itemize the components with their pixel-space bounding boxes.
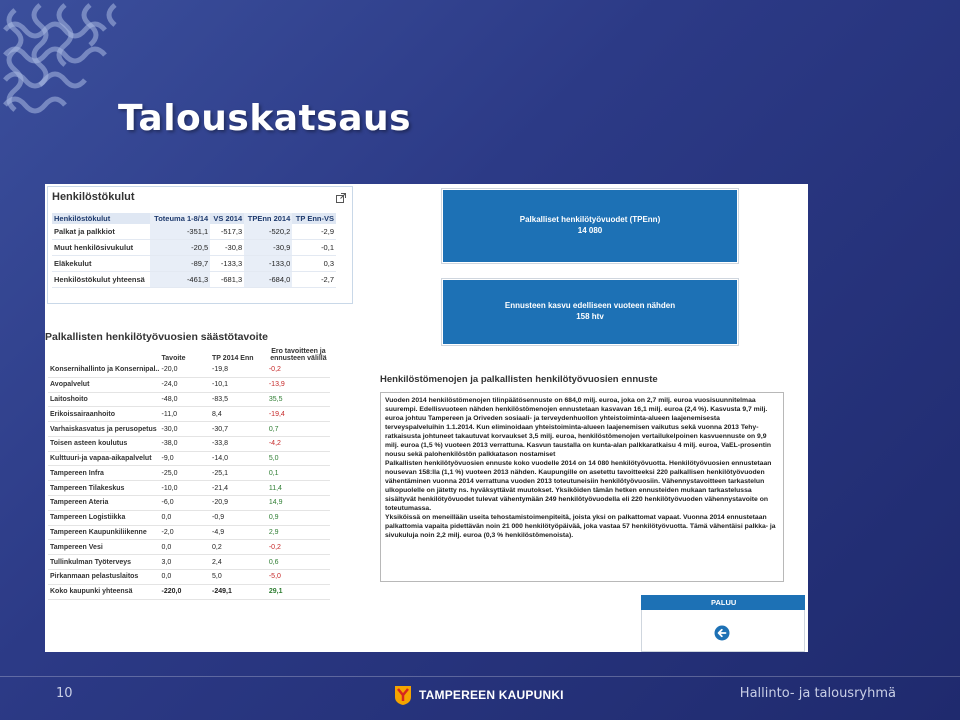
table-cell: -0,2 xyxy=(267,363,330,377)
kpi-label: Palkalliset henkilötyövuodet (TPEnn) xyxy=(519,215,661,225)
table-row xyxy=(48,392,330,407)
table-cell: 0,1 xyxy=(267,466,330,481)
kpi-value: 14 080 xyxy=(577,226,603,235)
table-row xyxy=(48,555,330,570)
row-label: Tampereen Kaupunkiliikenne xyxy=(48,525,160,540)
table-header-row xyxy=(52,213,336,224)
saastotavoite-title: Palkallisten henkilötyövuosien säästötavoite xyxy=(45,331,268,343)
kpi-tile-ennusteen-kasvu[interactable] xyxy=(443,280,737,344)
ennuste-paragraph: Vuoden 2014 henkilöstömenojen tilinpäätösennuste on 684,0 milj. euroa, joka on 2,7 milj. euroa vuosisuunnitelmaa suurempi. Edellisvuoteen nähden henkilöstömenojen ennustetaan kasvavan 16,1 milj. euroa (2,4 %). Kasvusta 9,7 milj. euroa johtuu Tampereen ja Oriveden sosiaali- ja terveydenhuollon yhteistoiminta-alueen laajenemisesta terveyspalveluihin 1.1.2014. Kun eliminoidaan yhteistoiminta-alueen laajenemisen vaikutus sekä vuonna 2013 Tehy-ratkaisusta johtuneet takautuvat korvaukset 3,5 milj. euroa, henkilöstömenojen vertailukelpoinen kasvuennuste on 9,9 milj. euroa (1,5 %) vuoteen 2013 verrattuna. Kasvun taustalla on kunta-alan palkkaratkaisu 4 milj. euroa, VaEL-prosentin nousu sekä palohenkilöstön palkkatason nostamiset xyxy=(385,397,772,459)
table-cell: -351,1 xyxy=(150,224,210,240)
table-cell: -6,0 xyxy=(160,496,211,511)
row-label: Palkat ja palkkiot xyxy=(52,224,150,240)
table-cell: -13,9 xyxy=(267,377,330,392)
table-cell: -133,0 xyxy=(244,256,292,272)
logo-text: TAMPEREEN KAUPUNKI xyxy=(419,688,564,702)
table-header-row xyxy=(48,347,330,363)
kpi-tile-henkilotyovuodet[interactable] xyxy=(443,190,737,262)
table-row xyxy=(48,481,330,496)
table-row xyxy=(48,525,330,540)
row-label: Tampereen Vesi xyxy=(48,540,160,555)
table-cell: -517,3 xyxy=(210,224,244,240)
table-cell: -25,1 xyxy=(210,466,267,481)
table-row xyxy=(48,540,330,555)
row-label: Muut henkilösivukulut xyxy=(52,240,150,256)
table-cell: 0,3 xyxy=(292,256,336,272)
paluu-header: PALUU xyxy=(641,595,805,610)
table-cell: -2,9 xyxy=(292,224,336,240)
ennuste-paragraph: Palkallisten henkilötyövuosien ennuste koko vuodelle 2014 on 14 080 henkilötyövuotta. Henkilötyövuosien ennustetaan nousevan 158:lla (1,1 %) vuoteen 2013 nähden. Kaupungille on asetettu tavoitteeksi 220 palkallisen henkilötyövuoden vähentäminen vuonna 2014 verrattuna vuoden 2013 toteutuneisiin henkilötyövuosiin. Vähennystavoitteen tarkastelun ulkopuolelle on jätetty ns. hyväksyttävät muutokset. Yksiköiden tämän hetken ennusteiden mukaan tarkastelussa sisältyvät henkilötyövuodet tulevat vähentymään 249 henkilötyövuodella eli 220 henkilötyövuoden vähennystavoite on toteutumassa. xyxy=(385,460,772,513)
column-header: TPEnn 2014 xyxy=(244,213,292,224)
table-cell: -681,3 xyxy=(210,272,244,288)
footer-divider xyxy=(0,676,960,677)
table-cell: 0,0 xyxy=(160,569,211,584)
table-cell: -19,4 xyxy=(267,407,330,422)
table-cell: -89,7 xyxy=(150,256,210,272)
table-row xyxy=(48,466,330,481)
table-cell: 5,0 xyxy=(267,451,330,466)
table-cell: -83,5 xyxy=(210,392,267,407)
page-number: 10 xyxy=(56,686,73,701)
column-header: Toteuma 1-8/14 xyxy=(150,213,210,224)
slide-title: Talouskatsaus xyxy=(118,98,412,139)
table-cell: -25,0 xyxy=(160,466,211,481)
row-label: Tampereen Infra xyxy=(48,466,160,481)
henkilostokulut-panel xyxy=(47,186,353,304)
row-label: Tullinkulman Työterveys xyxy=(48,555,160,570)
table-row xyxy=(48,451,330,466)
table-cell: -2,7 xyxy=(292,272,336,288)
table-row xyxy=(52,272,336,288)
row-label: Tampereen Tilakeskus xyxy=(48,481,160,496)
table-cell: -4,9 xyxy=(210,525,267,540)
table-cell: -133,3 xyxy=(210,256,244,272)
table-cell: 29,1 xyxy=(267,584,330,599)
table-cell: -33,8 xyxy=(210,436,267,451)
table-cell: -220,0 xyxy=(160,584,211,599)
table-cell: 0,9 xyxy=(267,510,330,525)
table-cell: -11,0 xyxy=(160,407,211,422)
ennuste-text-box xyxy=(380,392,784,582)
table-cell: -4,2 xyxy=(267,436,330,451)
table-cell: 2,9 xyxy=(267,525,330,540)
tampere-logo xyxy=(393,684,564,706)
table-cell: -20,0 xyxy=(160,363,211,377)
table-cell: -2,0 xyxy=(160,525,211,540)
table-cell: 3,0 xyxy=(160,555,211,570)
table-cell: -20,5 xyxy=(150,240,210,256)
table-cell: -5,0 xyxy=(267,569,330,584)
column-header xyxy=(48,347,160,363)
henkilostokulut-table xyxy=(52,213,336,288)
column-header: Henkilöstökulut xyxy=(52,213,150,224)
kpi-value: 158 htv xyxy=(576,312,604,321)
table-cell: 0,2 xyxy=(210,540,267,555)
external-link-icon[interactable] xyxy=(336,193,346,203)
table-row xyxy=(48,436,330,451)
column-header: TP Enn-VS xyxy=(292,213,336,224)
table-row xyxy=(52,256,336,272)
row-label: Kulttuuri-ja vapaa-aikapalvelut xyxy=(48,451,160,466)
table-cell: 0,6 xyxy=(267,555,330,570)
table-cell: -0,1 xyxy=(292,240,336,256)
table-row xyxy=(52,240,336,256)
table-cell: -520,2 xyxy=(244,224,292,240)
table-cell: -21,4 xyxy=(210,481,267,496)
table-cell: -19,8 xyxy=(210,363,267,377)
column-header: VS 2014 xyxy=(210,213,244,224)
table-cell: 8,4 xyxy=(210,407,267,422)
table-row xyxy=(48,510,330,525)
row-label: Tampereen Logistiikka xyxy=(48,510,160,525)
table-cell: -38,0 xyxy=(160,436,211,451)
table-cell: 5,0 xyxy=(210,569,267,584)
table-cell: 0,0 xyxy=(160,540,211,555)
row-label: Koko kaupunki yhteensä xyxy=(48,584,160,599)
table-cell: -20,9 xyxy=(210,496,267,511)
table-cell: -14,0 xyxy=(210,451,267,466)
henkilostokulut-title: Henkilöstökulut xyxy=(52,191,135,203)
table-row xyxy=(48,422,330,437)
table-cell: -24,0 xyxy=(160,377,211,392)
table-cell: 2,4 xyxy=(210,555,267,570)
table-row xyxy=(48,496,330,511)
table-cell: -10,1 xyxy=(210,377,267,392)
row-label: Laitoshoito xyxy=(48,392,160,407)
row-label: Henkilöstökulut yhteensä xyxy=(52,272,150,288)
row-label: Erikoissairaanhoito xyxy=(48,407,160,422)
table-row xyxy=(52,224,336,240)
column-header: Ero tavoitteen ja ennusteen välillä xyxy=(270,348,327,362)
row-label: Eläkekulut xyxy=(52,256,150,272)
table-cell: 35,5 xyxy=(267,392,330,407)
row-label: Tampereen Ateria xyxy=(48,496,160,511)
table-cell: 0,0 xyxy=(160,510,211,525)
ennuste-title: Henkilöstömenojen ja palkallisten henkilötyövuosien ennuste xyxy=(380,374,658,385)
table-cell: -249,1 xyxy=(210,584,267,599)
dashboard-screenshot xyxy=(45,184,808,652)
kpi-label: Ennusteen kasvu edelliseen vuoteen nähden xyxy=(504,301,676,311)
column-header: TP 2014 Enn xyxy=(212,355,254,362)
back-arrow-icon[interactable] xyxy=(714,625,730,641)
table-cell: -461,3 xyxy=(150,272,210,288)
column-header: Tavoite xyxy=(161,355,186,362)
row-label: Konsernihallinto ja Konsernipal.. xyxy=(48,363,160,377)
table-cell: 11,4 xyxy=(267,481,330,496)
table-cell: -9,0 xyxy=(160,451,211,466)
row-label: Pirkanmaan pelastuslaitos xyxy=(48,569,160,584)
saastotavoite-table xyxy=(48,347,330,600)
table-row xyxy=(48,407,330,422)
table-cell: -0,9 xyxy=(210,510,267,525)
row-label: Varhaiskasvatus ja perusopetus xyxy=(48,422,160,437)
table-cell: -0,2 xyxy=(267,540,330,555)
ennuste-paragraph: Yksiköissä on meneillään useita tehostamistoimenpiteitä, joista yksi on palkattomat vapaat. Vuonna 2014 ennustetaan palkattomia vapaita pidettävän noin 21 000 henkilötyöpäivää, joka vastaa 57 henkilötyövuotta. Tämä vähentäisi palkka- ja sivukuluja noin 2,2 milj. euroa (0,3 % henkilöstömenoista). xyxy=(385,514,776,540)
table-row xyxy=(48,569,330,584)
table-cell: -684,0 xyxy=(244,272,292,288)
table-cell: -48,0 xyxy=(160,392,211,407)
table-cell: -10,0 xyxy=(160,481,211,496)
table-row xyxy=(48,584,330,599)
table-cell: -30,8 xyxy=(210,240,244,256)
table-cell: 0,7 xyxy=(267,422,330,437)
table-cell: -30,9 xyxy=(244,240,292,256)
footer-organization: Hallinto- ja talousryhmä xyxy=(739,686,896,701)
table-row xyxy=(48,377,330,392)
table-cell: -30,7 xyxy=(210,422,267,437)
table-cell: -30,0 xyxy=(160,422,211,437)
table-cell: 14,9 xyxy=(267,496,330,511)
table-row xyxy=(48,363,330,377)
row-label: Toisen asteen koulutus xyxy=(48,436,160,451)
tampere-logo-icon xyxy=(393,684,413,706)
row-label: Avopalvelut xyxy=(48,377,160,392)
